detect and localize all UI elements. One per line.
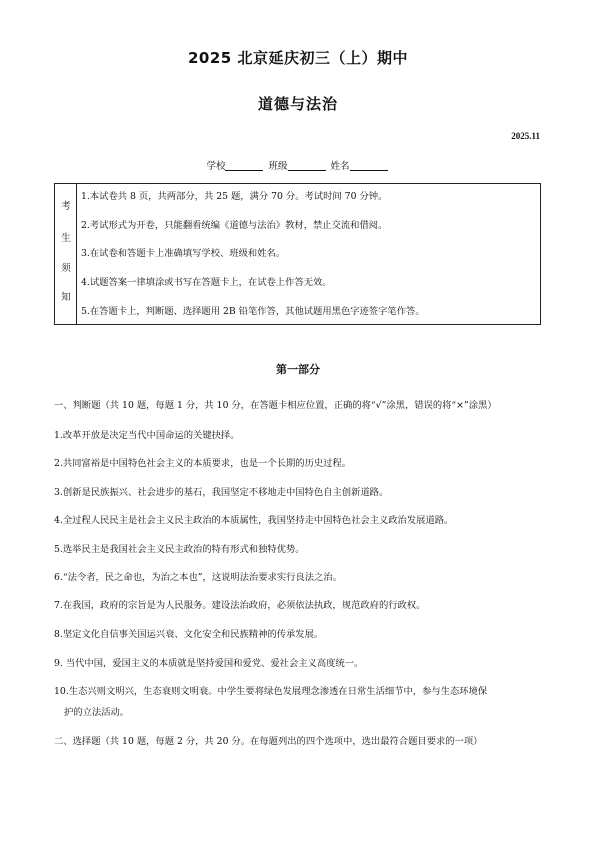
name-label: 姓名: [330, 161, 350, 172]
school-label: 学校: [206, 161, 226, 172]
part1-heading: 一、判断题（共 10 题，每题 1 分，共 10 分，在答题卡相应位置，正确的将“√”涂黑，错误的将“×”涂黑）: [54, 400, 497, 411]
notice-rule: 1.本试卷共 8 页，共两部分，共 25 题，满分 70 分。考试时间 70 分钟。: [81, 191, 388, 202]
question-item: 8.坚定文化自信事关国运兴衰、文化安全和民族精神的传承发展。: [54, 629, 324, 640]
question-item-continuation: 护的立法活动。: [64, 707, 130, 718]
question-item: 6.“法令者，民之命也，为治之本也”，这说明法治要求实行良法之治。: [54, 572, 342, 583]
question-item: 5.选举民主是我国社会主义民主政治的特有形式和独特优势。: [54, 544, 305, 555]
notice-rule: 5.在答题卡上，判断题、选择题用 2B 铅笔作答，其他试题用黑色字迹签字笔作答。: [81, 306, 425, 317]
question-item: 1.改革开放是决定当代中国命运的关键抉择。: [54, 430, 240, 441]
candidate-notice-box: [54, 183, 541, 325]
notice-label-char: 生: [61, 233, 71, 244]
section-title: 第一部分: [276, 363, 320, 376]
class-label: 班级: [268, 161, 288, 172]
question-item: 2.共同富裕是中国特色社会主义的本质要求，也是一个长期的历史过程。: [54, 458, 352, 469]
notice-rule: 3.在试卷和答题卡上准确填写学校、班级和姓名。: [81, 248, 286, 259]
question-item: 9. 当代中国，爱国主义的本质就是坚持爱国和爱党、爱社会主义高度统一。: [54, 658, 364, 669]
class-blank: [288, 160, 326, 171]
notice-label-char: 须: [61, 263, 71, 274]
question-item: 10.生态兴则文明兴，生态衰则文明衰。中学生要将绿色发展理念渗透在日常生活细节中，参与生态环境保: [54, 686, 488, 697]
question-item: 3.创新是民族振兴、社会进步的基石，我国坚定不移地走中国特色自主创新道路。: [54, 487, 389, 498]
notice-label-column: [55, 184, 77, 324]
student-info-line: [0, 158, 596, 172]
exam-title: 2025 北京延庆初三（上）期中: [188, 49, 408, 67]
notice-rule: 2.考试形式为开卷，只能翻看统编《道德与法治》教材，禁止交流和借阅。: [81, 220, 388, 231]
notice-label-char: 知: [61, 292, 71, 303]
exam-date: 2025.11: [511, 131, 540, 141]
subject-title: 道德与法治: [257, 95, 338, 113]
name-blank: [350, 160, 388, 171]
notice-label-char: 考: [61, 201, 71, 212]
notice-rule: 4.试题答案一律填涂或书写在答题卡上，在试卷上作答无效。: [81, 277, 332, 288]
school-blank: [225, 160, 263, 171]
question-item: 4.全过程人民民主是社会主义民主政治的本质属性，我国坚持走中国特色社会主义政治发展道路。: [54, 515, 454, 526]
question-item: 7.在我国，政府的宗旨是为人民服务。建设法治政府，必须依法执政，规范政府的行政权。: [54, 600, 426, 611]
part2-heading: 二、选择题（共 10 题，每题 2 分，共 20 分。在每题列出的四个选项中，选出最符合题目要求的一项）: [54, 736, 483, 747]
